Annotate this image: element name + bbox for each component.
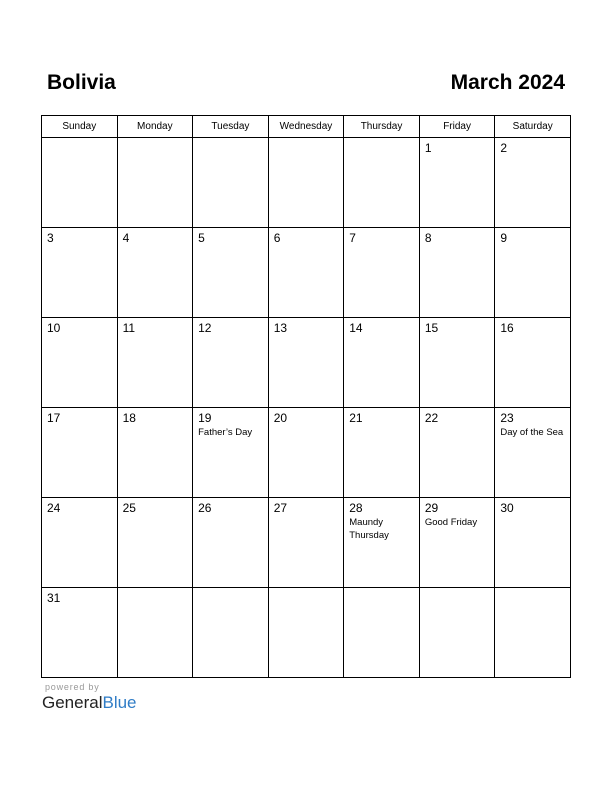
day-number: 26	[198, 501, 212, 515]
day-number: 28	[349, 501, 363, 515]
generalblue-logo[interactable]	[42, 693, 137, 713]
day-number: 23	[500, 411, 514, 425]
calendar-grid	[41, 115, 571, 678]
day-cell	[42, 408, 118, 498]
day-number: 22	[424, 411, 439, 425]
day-number: 3	[47, 231, 54, 245]
week-row	[42, 138, 571, 228]
day-cell	[42, 588, 118, 678]
day-number: 7	[349, 231, 356, 245]
day-cell	[193, 408, 269, 498]
day-cell	[344, 228, 420, 318]
day-number: 29	[424, 501, 439, 515]
day-cell	[419, 498, 495, 588]
day-cell	[495, 408, 571, 498]
day-number: 30	[500, 501, 514, 515]
powered-by-text: powered by	[45, 682, 100, 692]
day-number: 21	[349, 411, 363, 425]
day-cell	[419, 408, 495, 498]
holiday-label: Maundy Thursday	[349, 517, 389, 541]
weekday-tuesday: Tuesday	[193, 116, 269, 138]
day-cell	[42, 138, 118, 228]
day-number: 25	[122, 501, 136, 515]
day-number: 27	[273, 501, 288, 515]
holiday-label: Good Friday	[424, 517, 478, 528]
day-cell	[344, 318, 420, 408]
day-cell	[117, 318, 193, 408]
day-number: 15	[424, 321, 439, 335]
day-number: 9	[500, 231, 508, 245]
weekday-thursday: Thursday	[344, 116, 420, 138]
country-title: Bolivia	[47, 71, 116, 94]
day-cell	[344, 138, 420, 228]
holiday-label: Father’s Day	[198, 427, 253, 438]
day-number: 11	[122, 321, 136, 335]
day-number: 16	[500, 321, 514, 335]
day-number: 1	[424, 141, 432, 155]
day-cell	[117, 138, 193, 228]
day-cell	[495, 228, 571, 318]
day-cell	[495, 588, 571, 678]
day-number: 2	[500, 141, 508, 155]
day-number: 6	[273, 231, 281, 245]
day-number: 19	[198, 411, 212, 425]
day-cell	[268, 498, 344, 588]
holiday-label: Day of the Sea	[500, 427, 564, 438]
day-cell	[117, 588, 193, 678]
day-cell	[419, 228, 495, 318]
month-title: March 2024	[450, 71, 565, 94]
day-cell	[42, 318, 118, 408]
day-cell	[268, 588, 344, 678]
day-number: 4	[122, 231, 130, 245]
day-cell	[268, 408, 344, 498]
day-cell	[495, 138, 571, 228]
day-number: 18	[122, 411, 136, 425]
day-cell	[42, 228, 118, 318]
day-cell	[268, 138, 344, 228]
weekday-header-row	[42, 116, 571, 138]
day-cell	[193, 138, 269, 228]
day-number: 13	[273, 321, 288, 335]
day-cell	[193, 228, 269, 318]
week-row	[42, 498, 571, 588]
weekday-wednesday: Wednesday	[268, 116, 344, 138]
day-number: 10	[47, 321, 61, 335]
day-cell	[117, 498, 193, 588]
day-number: 12	[198, 321, 212, 335]
week-row	[42, 588, 571, 678]
day-cell	[193, 498, 269, 588]
day-cell	[268, 318, 344, 408]
day-cell	[117, 408, 193, 498]
day-cell	[193, 588, 269, 678]
logo-general-text: General	[42, 693, 103, 712]
day-cell	[419, 318, 495, 408]
weekday-sunday: Sunday	[42, 116, 118, 138]
day-cell	[117, 228, 193, 318]
day-cell	[268, 228, 344, 318]
day-cell	[495, 498, 571, 588]
day-cell	[42, 498, 118, 588]
weekday-monday: Monday	[117, 116, 193, 138]
day-number: 14	[349, 321, 363, 335]
weekday-friday: Friday	[419, 116, 495, 138]
day-cell	[344, 498, 420, 588]
day-cell	[419, 588, 495, 678]
logo-blue-text: Blue	[102, 693, 137, 712]
day-number: 31	[47, 591, 61, 605]
weekday-saturday: Saturday	[495, 116, 571, 138]
week-row	[42, 408, 571, 498]
day-number: 20	[273, 411, 288, 425]
day-number: 17	[47, 411, 61, 425]
day-cell	[344, 588, 420, 678]
day-number: 8	[424, 231, 432, 245]
day-cell	[495, 318, 571, 408]
day-cell	[344, 408, 420, 498]
day-cell	[193, 318, 269, 408]
day-number: 5	[198, 231, 205, 245]
week-row	[42, 228, 571, 318]
day-number: 24	[47, 501, 61, 515]
day-cell	[419, 138, 495, 228]
week-row	[42, 318, 571, 408]
